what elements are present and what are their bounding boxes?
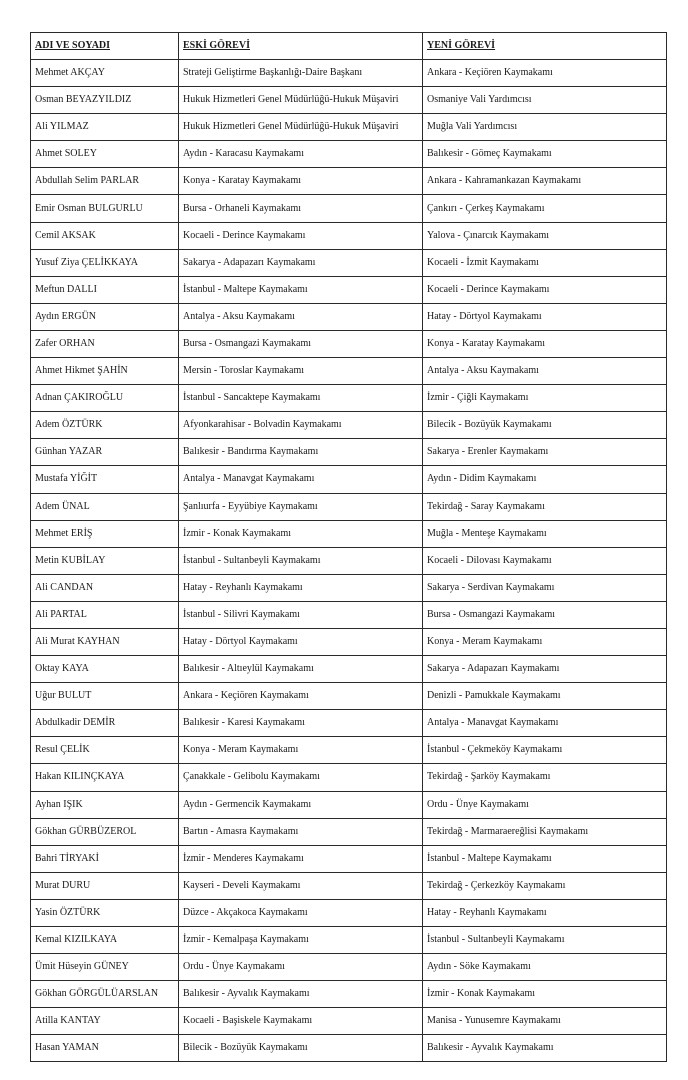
table-row [31,927,667,954]
cell-name: Mustafa YİĞİT [31,466,179,493]
cell-name: Resul ÇELİK [31,737,179,764]
table-row [31,764,667,791]
table-row [31,547,667,574]
cell-name: Adnan ÇAKIROĞLU [31,385,179,412]
table-row [31,60,667,87]
table-row [31,845,667,872]
cell-old-position: İzmir - Konak Kaymakamı [179,520,423,547]
table-row [31,981,667,1008]
header-new-position: YENİ GÖREVİ [423,33,667,60]
cell-new-position: Konya - Meram Kaymakamı [423,628,667,655]
cell-name: Ahmet Hikmet ŞAHİN [31,358,179,385]
cell-name: Gökhan GÖRGÜLÜARSLAN [31,981,179,1008]
cell-name: Ali CANDAN [31,574,179,601]
table-row [31,656,667,683]
cell-old-position: İstanbul - Sultanbeyli Kaymakamı [179,547,423,574]
cell-name: Ali Murat KAYHAN [31,628,179,655]
cell-new-position: Ordu - Ünye Kaymakamı [423,791,667,818]
cell-name: Mehmet AKÇAY [31,60,179,87]
header-old-position: ESKİ GÖREVİ [179,33,423,60]
table-row [31,791,667,818]
cell-old-position: Hatay - Reyhanlı Kaymakamı [179,574,423,601]
cell-old-position: Balıkesir - Bandırma Kaymakamı [179,439,423,466]
table-row [31,1008,667,1035]
table-row [31,818,667,845]
cell-name: Günhan YAZAR [31,439,179,466]
table-row [31,737,667,764]
table-row [31,1035,667,1062]
cell-old-position: İstanbul - Silivri Kaymakamı [179,601,423,628]
cell-old-position: Konya - Meram Kaymakamı [179,737,423,764]
cell-old-position: Ankara - Keçiören Kaymakamı [179,683,423,710]
cell-new-position: Kocaeli - Dilovası Kaymakamı [423,547,667,574]
table-row [31,493,667,520]
cell-new-position: Antalya - Aksu Kaymakamı [423,358,667,385]
table-header-row [31,33,667,60]
cell-new-position: Tekirdağ - Çerkezköy Kaymakamı [423,872,667,899]
cell-old-position: Bursa - Orhaneli Kaymakamı [179,195,423,222]
cell-new-position: Tekirdağ - Şarköy Kaymakamı [423,764,667,791]
cell-new-position: Yalova - Çınarcık Kaymakamı [423,222,667,249]
cell-old-position: Şanlıurfa - Eyyübiye Kaymakamı [179,493,423,520]
cell-old-position: İstanbul - Sancaktepe Kaymakamı [179,385,423,412]
cell-name: Ali PARTAL [31,601,179,628]
table-row [31,222,667,249]
cell-old-position: Antalya - Manavgat Kaymakamı [179,466,423,493]
table-row [31,358,667,385]
table-row [31,412,667,439]
table-row [31,276,667,303]
cell-old-position: Sakarya - Adapazarı Kaymakamı [179,249,423,276]
cell-name: Oktay KAYA [31,656,179,683]
cell-new-position: Tekirdağ - Saray Kaymakamı [423,493,667,520]
table-row [31,899,667,926]
table-row [31,574,667,601]
table-row [31,385,667,412]
cell-new-position: Konya - Karatay Kaymakamı [423,330,667,357]
cell-new-position: Hatay - Reyhanlı Kaymakamı [423,899,667,926]
cell-new-position: Aydın - Söke Kaymakamı [423,954,667,981]
cell-new-position: Ankara - Keçiören Kaymakamı [423,60,667,87]
cell-new-position: Hatay - Dörtyol Kaymakamı [423,303,667,330]
cell-new-position: Osmaniye Vali Yardımcısı [423,87,667,114]
cell-new-position: İstanbul - Çekmeköy Kaymakamı [423,737,667,764]
cell-new-position: Tekirdağ - Marmaraereğlisi Kaymakamı [423,818,667,845]
appointments-table [30,32,667,1062]
cell-old-position: Antalya - Aksu Kaymakamı [179,303,423,330]
table-row [31,683,667,710]
cell-new-position: Çankırı - Çerkeş Kaymakamı [423,195,667,222]
cell-name: Abdulkadir DEMİR [31,710,179,737]
table-row [31,168,667,195]
cell-new-position: Sakarya - Adapazarı Kaymakamı [423,656,667,683]
header-name: ADI VE SOYADI [31,33,179,60]
cell-name: Atilla KANTAY [31,1008,179,1035]
cell-new-position: Denizli - Pamukkale Kaymakamı [423,683,667,710]
cell-name: Meftun DALLI [31,276,179,303]
cell-old-position: Afyonkarahisar - Bolvadin Kaymakamı [179,412,423,439]
cell-name: Murat DURU [31,872,179,899]
cell-old-position: Hatay - Dörtyol Kaymakamı [179,628,423,655]
cell-old-position: Aydın - Germencik Kaymakamı [179,791,423,818]
cell-old-position: Bilecik - Bozüyük Kaymakamı [179,1035,423,1062]
cell-name: Ayhan IŞIK [31,791,179,818]
cell-name: Yasin ÖZTÜRK [31,899,179,926]
table-row [31,872,667,899]
cell-old-position: Aydın - Karacasu Kaymakamı [179,141,423,168]
cell-name: Adem ÜNAL [31,493,179,520]
cell-new-position: Kocaeli - İzmit Kaymakamı [423,249,667,276]
cell-name: Mehmet ERİŞ [31,520,179,547]
cell-new-position: Bilecik - Bozüyük Kaymakamı [423,412,667,439]
cell-name: Emir Osman BULGURLU [31,195,179,222]
cell-old-position: Çanakkale - Gelibolu Kaymakamı [179,764,423,791]
cell-new-position: Manisa - Yunusemre Kaymakamı [423,1008,667,1035]
document-page [30,32,666,1062]
table-row [31,330,667,357]
cell-name: Metin KUBİLAY [31,547,179,574]
cell-new-position: Muğla Vali Yardımcısı [423,114,667,141]
table-row [31,710,667,737]
cell-old-position: Balıkesir - Ayvalık Kaymakamı [179,981,423,1008]
table-row [31,954,667,981]
table-row [31,439,667,466]
cell-old-position: Balıkesir - Altıeylül Kaymakamı [179,656,423,683]
cell-old-position: Kayseri - Develi Kaymakamı [179,872,423,899]
table-row [31,87,667,114]
cell-name: Uğur BULUT [31,683,179,710]
cell-name: Zafer ORHAN [31,330,179,357]
cell-old-position: Hukuk Hizmetleri Genel Müdürlüğü-Hukuk Müşaviri [179,87,423,114]
cell-name: Aydın ERGÜN [31,303,179,330]
cell-name: Abdullah Selim PARLAR [31,168,179,195]
cell-name: Hasan YAMAN [31,1035,179,1062]
cell-old-position: Kocaeli - Derince Kaymakamı [179,222,423,249]
table-row [31,114,667,141]
cell-old-position: Bartın - Amasra Kaymakamı [179,818,423,845]
cell-new-position: Balıkesir - Gömeç Kaymakamı [423,141,667,168]
cell-new-position: İstanbul - Maltepe Kaymakamı [423,845,667,872]
cell-new-position: İzmir - Çiğli Kaymakamı [423,385,667,412]
cell-new-position: Ankara - Kahramankazan Kaymakamı [423,168,667,195]
cell-name: Kemal KIZILKAYA [31,927,179,954]
cell-name: Cemil AKSAK [31,222,179,249]
cell-old-position: Mersin - Toroslar Kaymakamı [179,358,423,385]
cell-old-position: Kocaeli - Başiskele Kaymakamı [179,1008,423,1035]
table-row [31,466,667,493]
cell-new-position: Sakarya - Serdivan Kaymakamı [423,574,667,601]
cell-old-position: Strateji Geliştirme Başkanlığı-Daire Başkanı [179,60,423,87]
cell-old-position: Ordu - Ünye Kaymakamı [179,954,423,981]
table-row [31,601,667,628]
table-row [31,195,667,222]
cell-name: Ali YILMAZ [31,114,179,141]
cell-old-position: Balıkesir - Karesi Kaymakamı [179,710,423,737]
cell-new-position: Aydın - Didim Kaymakamı [423,466,667,493]
cell-name: Ümit Hüseyin GÜNEY [31,954,179,981]
table-row [31,628,667,655]
table-row [31,520,667,547]
cell-new-position: Bursa - Osmangazi Kaymakamı [423,601,667,628]
cell-old-position: Düzce - Akçakoca Kaymakamı [179,899,423,926]
cell-old-position: İstanbul - Maltepe Kaymakamı [179,276,423,303]
cell-new-position: Balıkesir - Ayvalık Kaymakamı [423,1035,667,1062]
table-row [31,141,667,168]
cell-new-position: İstanbul - Sultanbeyli Kaymakamı [423,927,667,954]
table-row [31,249,667,276]
cell-old-position: Bursa - Osmangazi Kaymakamı [179,330,423,357]
cell-name: Ahmet SOLEY [31,141,179,168]
cell-old-position: İzmir - Menderes Kaymakamı [179,845,423,872]
cell-new-position: Kocaeli - Derince Kaymakamı [423,276,667,303]
cell-new-position: Sakarya - Erenler Kaymakamı [423,439,667,466]
cell-new-position: İzmir - Konak Kaymakamı [423,981,667,1008]
cell-old-position: Hukuk Hizmetleri Genel Müdürlüğü-Hukuk Müşaviri [179,114,423,141]
cell-name: Yusuf Ziya ÇELİKKAYA [31,249,179,276]
cell-new-position: Muğla - Menteşe Kaymakamı [423,520,667,547]
cell-name: Hakan KILINÇKAYA [31,764,179,791]
cell-name: Bahri TİRYAKİ [31,845,179,872]
cell-name: Gökhan GÜRBÜZEROL [31,818,179,845]
cell-name: Osman BEYAZYILDIZ [31,87,179,114]
cell-old-position: Konya - Karatay Kaymakamı [179,168,423,195]
table-row [31,303,667,330]
cell-name: Adem ÖZTÜRK [31,412,179,439]
cell-new-position: Antalya - Manavgat Kaymakamı [423,710,667,737]
table-body [31,60,667,1062]
cell-old-position: İzmir - Kemalpaşa Kaymakamı [179,927,423,954]
